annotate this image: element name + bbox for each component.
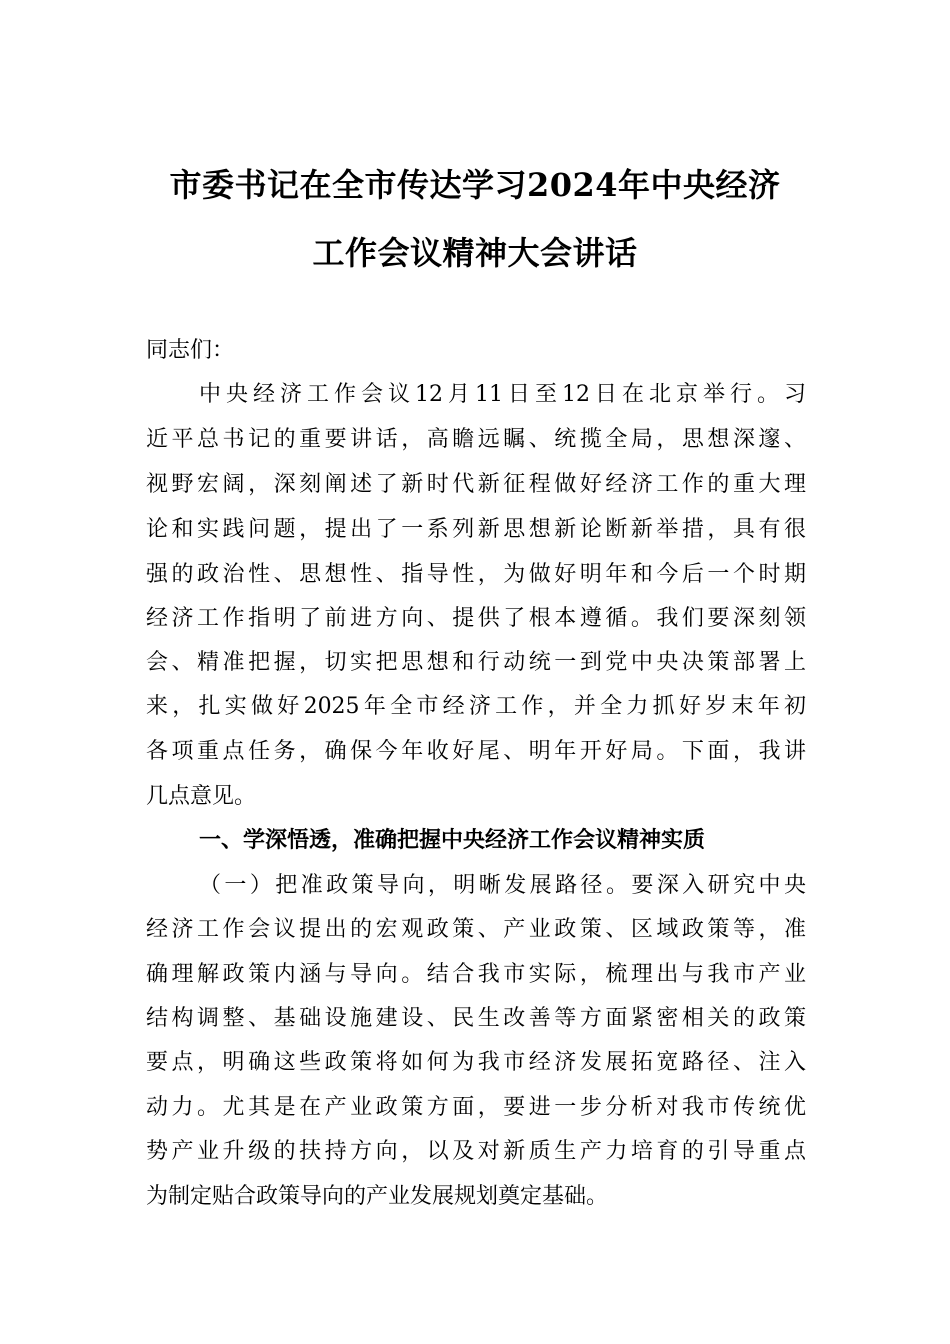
paragraph-1-line: 视野宏阔，深刻阐述了新时代新征程做好经济工作的重大理 bbox=[146, 472, 806, 497]
paragraph-1-line: 强的政治性、思想性、指导性，为做好明年和今后一个时期 bbox=[146, 562, 806, 587]
section-1-heading: 一、学深悟透，准确把握中央经济工作会议精神实质 bbox=[199, 828, 706, 853]
paragraph-2-line: 势产业升级的扶持方向，以及对新质生产力培育的引导重点 bbox=[146, 1139, 806, 1164]
paragraph-2-line: 要点，明确这些政策将如何为我市经济发展拓宽路径、注入 bbox=[146, 1050, 806, 1075]
salutation: 同志们： bbox=[146, 338, 235, 363]
document-title-line-1: 市委书记在全市传达学习2024年中央经济 bbox=[169, 166, 781, 204]
paragraph-1-line: 各项重点任务，确保今年收好尾、明年开好局。下面，我讲 bbox=[146, 739, 806, 764]
paragraph-1-line: 近平总书记的重要讲话，高瞻远瞩、统揽全局，思想深邃、 bbox=[146, 427, 806, 452]
paragraph-1-line: 几点意见。 bbox=[146, 784, 257, 809]
paragraph-2-line: 动力。尤其是在产业政策方面，要进一步分析对我市传统优 bbox=[146, 1095, 806, 1120]
document-title-line-2: 工作会议精神大会讲话 bbox=[312, 234, 638, 272]
paragraph-2-line: 为制定贴合政策导向的产业发展规划奠定基础。 bbox=[146, 1184, 609, 1209]
paragraph-2-line: （一）把准政策导向，明晰发展路径。要深入研究中央 bbox=[199, 873, 806, 898]
paragraph-2-line: 确理解政策内涵与导向。结合我市实际，梳理出与我市产业 bbox=[146, 962, 806, 987]
paragraph-1-line: 中央经济工作会议12月11日至12日在北京举行。习 bbox=[199, 382, 806, 407]
paragraph-1-line: 来，扎实做好2025年全市经济工作，并全力抓好岁末年初 bbox=[146, 694, 806, 719]
paragraph-2-line: 结构调整、基础设施建设、民生改善等方面紧密相关的政策 bbox=[146, 1006, 806, 1031]
paragraph-1-line: 经济工作指明了前进方向、提供了根本遵循。我们要深刻领 bbox=[146, 606, 806, 631]
paragraph-2-line: 经济工作会议提出的宏观政策、产业政策、区域政策等，准 bbox=[146, 917, 806, 942]
paragraph-1-line: 会、精准把握，切实把思想和行动统一到党中央决策部署上 bbox=[146, 650, 806, 675]
paragraph-1-line: 论和实践问题，提出了一系列新思想新论断新举措，具有很 bbox=[146, 517, 806, 542]
